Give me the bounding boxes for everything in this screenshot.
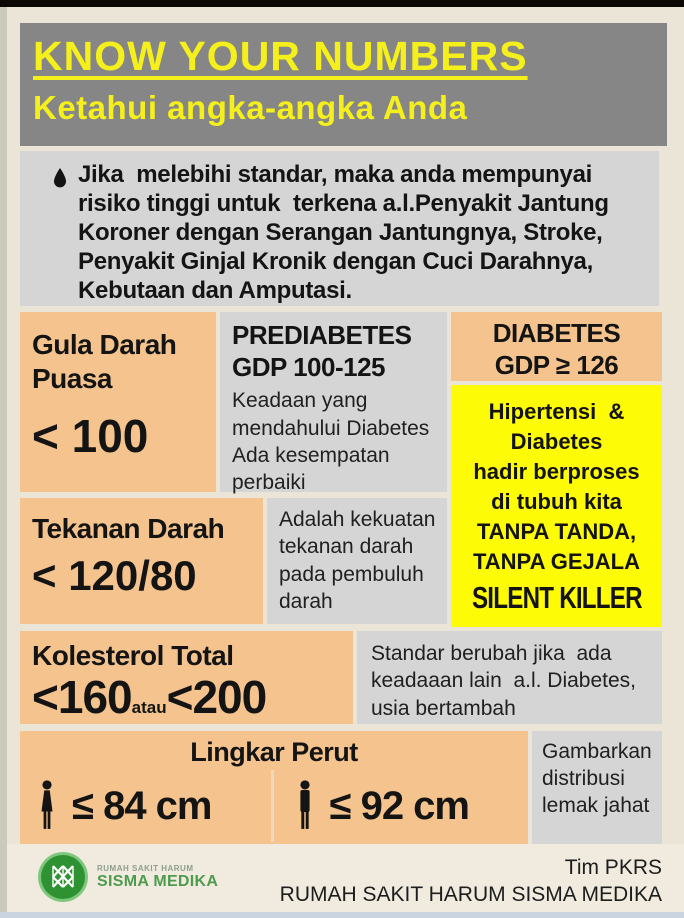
silent-killer-row (451, 580, 662, 616)
credit-team: Tim PKRS (564, 856, 662, 879)
tekanan-darah-title: Tekanan Darah (32, 513, 225, 544)
lingkar-male-column (271, 770, 529, 842)
footer-credit (280, 854, 662, 909)
silent-line: TANPA GEJALA (472, 549, 641, 574)
hospital-logo-block (37, 851, 218, 903)
risk-line: Kebutaan dan Amputasi. (78, 277, 352, 304)
kolesterol-value (32, 670, 349, 723)
card-standar-note (357, 631, 662, 724)
prediabetes-title: PREDIABETES (232, 320, 412, 350)
bottom-border-strip (0, 912, 684, 918)
risk-line: Penyakit Ginjal Kronik dengan Cuci Darahnya, (78, 248, 593, 275)
silent-line: di tubuh kita (491, 489, 622, 514)
prediabetes-description: Keadaan yang mendahului Diabetes Ada kesempatan perbaiki (232, 389, 434, 495)
risk-line: Koroner dengan Serangan Jantungnya, Stroke, (78, 219, 603, 246)
droplet-icon (52, 167, 68, 189)
silent-killer-label: SILENT KILLER (471, 580, 642, 615)
diabetes-range: GDP ≥ 126 (494, 349, 619, 380)
risk-line: risiko tinggi untuk terkena a.l.Penyakit Jantung (78, 190, 609, 217)
credit-hospital: RUMAH SAKIT HARUM SISMA MEDIKA (279, 883, 662, 907)
card-lingkar-perut (20, 731, 528, 844)
poster-footer (7, 844, 684, 912)
kolesterol-conjunction: atau (131, 697, 167, 717)
left-border-strip (0, 7, 7, 912)
lingkar-perut-title: Lingkar Perut (190, 737, 358, 767)
hospital-logo (37, 851, 89, 903)
prediabetes-range: GDP 100-125 (232, 351, 386, 382)
female-figure-icon (36, 777, 58, 835)
kolesterol-value-1: <160 (32, 670, 132, 723)
silent-line: Diabetes (510, 429, 603, 454)
poster-header (20, 23, 667, 146)
tekanan-description-text: Adalah kekuatan tekanan darah pada pembuluh darah (279, 508, 442, 613)
card-gula-darah-puasa (20, 312, 216, 492)
logo-hospital-name-small: RUMAH SAKIT HARUM (97, 863, 194, 873)
risk-statement (20, 151, 659, 306)
card-silent-killer (451, 385, 662, 627)
card-diabetes (451, 312, 662, 381)
gambarkan-note-text: Gambarkan distribusi lemak jahat (542, 740, 658, 817)
diabetes-title: DIABETES (492, 318, 621, 348)
risk-line: Jika melebihi standar, maka anda mempunyai (78, 161, 592, 188)
poster-title: KNOW YOUR NUMBERS (33, 33, 528, 79)
card-tekanan-description (267, 498, 447, 624)
kolesterol-value-2: <200 (166, 670, 267, 723)
lingkar-perut-columns (20, 770, 528, 842)
standar-note-text: Standar berubah jika ada keadaaan lain a.l. Diabetes, usia bertambah (371, 642, 642, 720)
poster-subtitle: Ketahui angka-angka Anda (33, 89, 468, 127)
card-kolesterol-total (20, 631, 353, 724)
lingkar-female-value: ≤ 84 cm (72, 783, 212, 828)
male-figure-icon (294, 777, 316, 835)
card-tekanan-darah (20, 498, 263, 624)
hospital-logo-text (97, 864, 218, 891)
lingkar-male-value: ≤ 92 cm (329, 783, 469, 828)
silent-line: hadir berproses (473, 459, 640, 484)
top-border-bar (0, 0, 684, 7)
lingkar-female-column (20, 770, 271, 842)
gula-darah-value: < 100 (32, 410, 149, 463)
card-gambarkan-note (532, 731, 662, 844)
silent-line: Hipertensi & (488, 399, 625, 424)
silent-line: TANPA TANDA, (476, 519, 637, 544)
logo-hospital-name-large: SISMA MEDIKA (97, 872, 219, 890)
kolesterol-title: Kolesterol Total (32, 640, 234, 671)
gula-darah-title: Gula Darah Puasa (32, 329, 177, 394)
tekanan-darah-value: < 120/80 (32, 551, 197, 599)
card-prediabetes (220, 312, 447, 495)
